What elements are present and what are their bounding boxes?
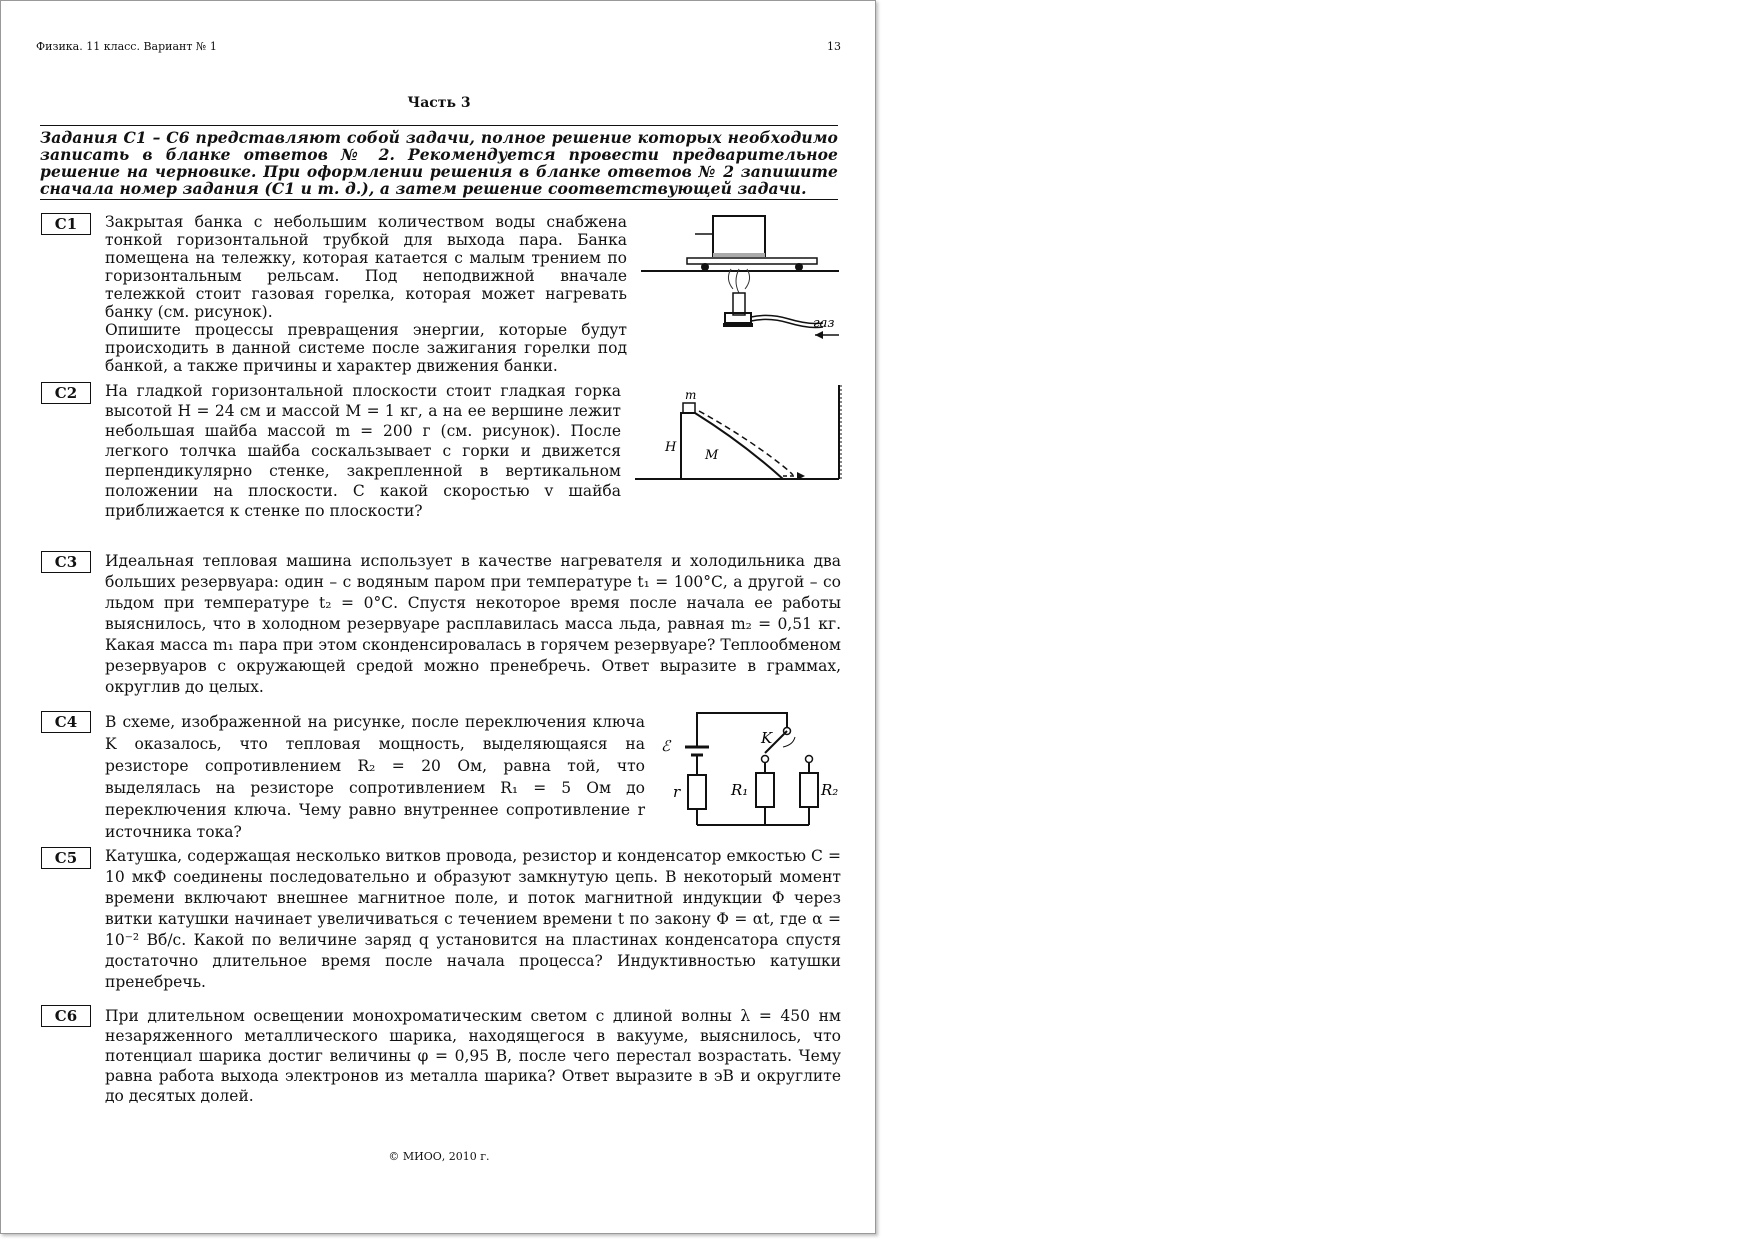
- flame-shape: [728, 269, 749, 293]
- task-c1-paragraph-2: Опишите процессы превращения энергии, которые будут происходить в данной системе после зажигания горелки под банкой, а также причины и характер движения банки.: [105, 321, 627, 375]
- task-c5-text: Катушка, содержащая несколько витков провода, резистор и конденсатор емкостью C = 10 мкФ соединены последовательно и образуют замкнутую цепь. В некоторый момент времени включают внешнее магнитное поле, и поток магнитной индукции Φ через витки катушки начинает увеличиваться с течением времени t по закону Φ = αt, где α = 10⁻² Вб/с. Какой по величине заряд q установится на пластинах конденсатора спустя достаточно длительное время после начала процесса? Индуктивностью катушки пренебречь.: [105, 847, 841, 991]
- page-number: 13: [827, 40, 841, 53]
- wire-top: [697, 713, 787, 747]
- switch-arc: [783, 737, 795, 747]
- mass-label-M: M: [705, 448, 719, 463]
- task-label-c1: С1: [41, 213, 91, 235]
- copyright-footer: © МИОО, 2010 г.: [388, 1150, 490, 1163]
- switch-contact-2: [806, 756, 813, 763]
- resistor-label-R2: R₂: [821, 781, 839, 799]
- cart-platform: [687, 258, 817, 264]
- switch-label-K: K: [761, 729, 773, 747]
- task-c2-text: На гладкой горизонтальной плоскости стоит гладкая горка высотой H = 24 см и массой M = 1 кг, а на ее вершине лежит небольшая шайба массой m = 200 г (см. рисунок). После легкого толчка шайба соскальзывает с горки и движется перпендикулярно стенке, закрепленной в вертикальном положении на плоскости. С какой скоростью v шайба приближается к стенке по плоскости?: [105, 382, 621, 520]
- trajectory-dashed: [699, 411, 793, 475]
- task-c4-text: В схеме, изображенной на рисунке, после переключения ключа K оказалось, что тепловая мощность, выделяющаяся на резисторе сопротивлением R₂ = 20 Ом, равна той, что выделялась на резисторе сопротивлением R₁ = 5 Ом до переключения ключа. Чему равно внутреннее сопротивление r источника тока?: [105, 713, 645, 841]
- figure-c4-circuit: [657, 709, 847, 831]
- slide-shape: [681, 413, 783, 479]
- figure-c2-slide-and-wall: [633, 383, 845, 487]
- task-label-c4: С4: [41, 711, 91, 733]
- task-label-c3: С3: [41, 551, 91, 573]
- burner-stem: [733, 293, 745, 315]
- resistor-label-r: r: [673, 783, 681, 801]
- task-c3-text: Идеальная тепловая машина использует в качестве нагревателя и холодильника два больших резервуара: один – с водяным паром при температуре t₁ = 100°С, а другой – со льдом при температуре t₂ = 0°С. Спустя некоторое время после начала ее работы выяснилось, что в холодном резервуаре расплавилась масса льда, равная m₂ = 0,51 кг. Какая масса m₁ пара при этом сконденсировалась в горячем резервуаре? Теплообменом резервуаров с окружающей средой можно пренебречь. Ответ выразите в граммах, округлив до целых.: [105, 552, 841, 696]
- gas-arrow-head: [815, 331, 823, 339]
- resistor-label-R1: R₁: [731, 781, 749, 799]
- resistor-R2: [800, 773, 818, 807]
- task-label-c5: С5: [41, 847, 91, 869]
- task-label-c6: С6: [41, 1005, 91, 1027]
- puck-shape: [683, 403, 695, 413]
- cart-wheel-left: [701, 263, 709, 271]
- resistor-r: [688, 775, 706, 809]
- part-title: Часть 3: [407, 95, 471, 111]
- puck-label-m: m: [685, 388, 697, 402]
- burner-foot: [723, 323, 753, 327]
- instructions-block: Задания С1 – С6 представляют собой задачи, полное решение которых необходимо записать в бланке ответов № 2. Рекомендуется провести предварительное решение на черновике. При оформлении решения в бланке ответов № 2 запишите сначала номер задания (С1 и т. д.), а затем решение соответствующей задачи.: [40, 125, 838, 200]
- height-label-H: H: [665, 440, 677, 455]
- switch-contact-1: [762, 756, 769, 763]
- task-c6-text: При длительном освещении монохроматическим светом с длиной волны λ = 450 нм незаряженного металлического шарика, находящегося в вакууме, выяснилось, что потенциал шарика достиг величины φ = 0,95 В, после чего перестал возрастать. Чему равна работа выхода электронов из металла шарика? Ответ выразите в эВ и округлите до десятых долей.: [105, 1007, 841, 1105]
- figure-c1-jar-on-cart: [639, 213, 841, 349]
- resistor-R1: [756, 773, 774, 807]
- running-header: Физика. 11 класс. Вариант № 1: [36, 40, 217, 53]
- water-shape: [713, 253, 765, 257]
- jar-shape: [713, 216, 765, 256]
- task-label-c2: С2: [41, 382, 91, 404]
- cart-wheel-right: [795, 263, 803, 271]
- task-c1-text: [105, 213, 627, 375]
- emf-label: ℰ: [661, 737, 671, 755]
- gas-label: газ: [813, 316, 835, 331]
- document-page: [0, 0, 876, 1234]
- task-c1-paragraph-1: Закрытая банка с небольшим количеством воды снабжена тонкой горизонтальной трубкой для выхода пара. Банка помещена на тележку, которая катается с малым трением по горизонтальным рельсам. Под неподвижной вначале тележкой стоит газовая горелка, которая может нагревать банку (см. рисунок).: [105, 213, 627, 321]
